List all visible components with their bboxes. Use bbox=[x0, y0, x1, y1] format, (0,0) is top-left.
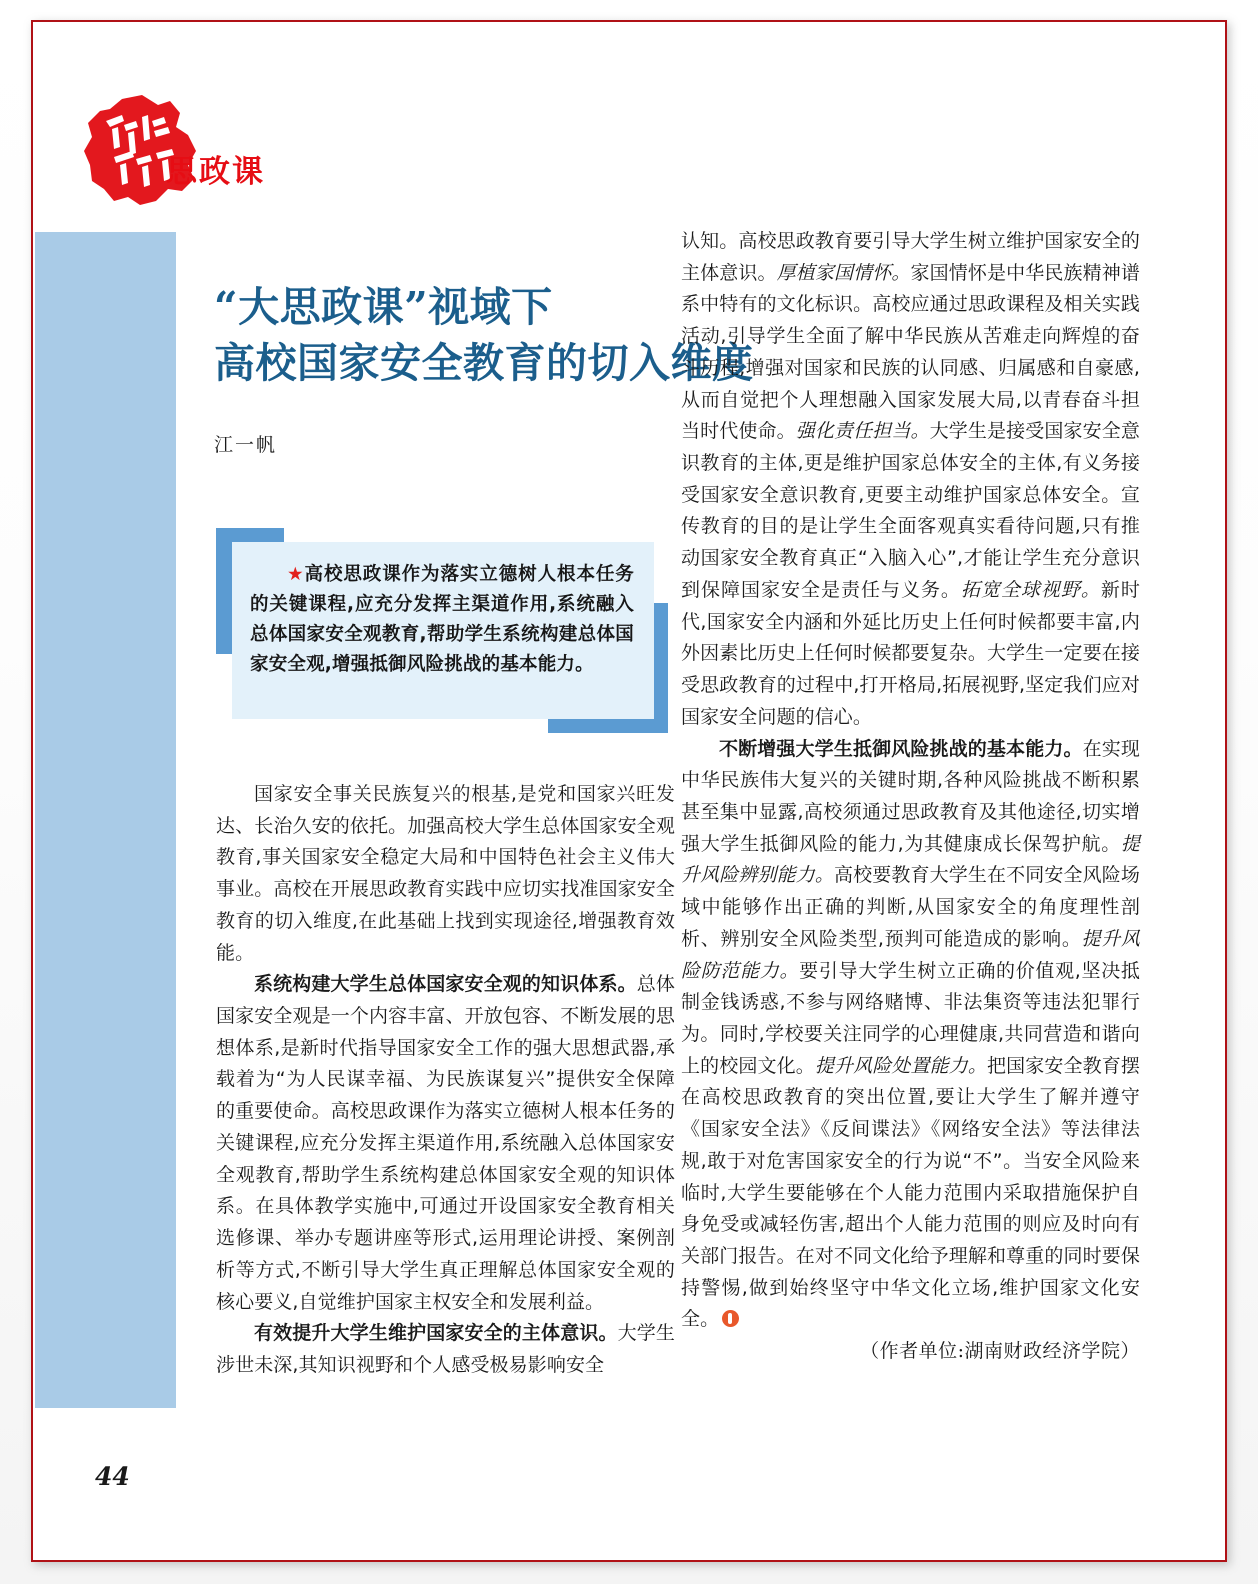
paragraph-text: 要引导大学生树立正确的价值观,坚决抵制金钱诱惑,不参与网络赌博、非法集资等违法犯罪行为。同时,学校要关注同学的心理健康,共同营造和谐向上的校园文化。 bbox=[681, 959, 1140, 1077]
rich-text bbox=[681, 738, 1140, 1331]
paragraph-text: 高校要教育大学生在不同安全风险场域中能够作出正确的判断,从国家安全的角度理性剖析、辨别安全风险类型,预判可能造成的影响。 bbox=[681, 864, 1140, 950]
star-icon: ★ bbox=[287, 564, 305, 585]
sub-heading-kai: 提升风险处置能力。 bbox=[814, 1054, 988, 1077]
callout-paragraph bbox=[250, 560, 634, 680]
callout-box bbox=[232, 542, 654, 719]
decorative-blue-band bbox=[35, 232, 176, 1408]
run-in-heading: 不断增强大学生抵御风险挑战的基本能力。 bbox=[719, 737, 1083, 760]
paragraph-text: 把国家安全教育摆在高校思政教育的突出位置,要让大学生了解并遵守《国家安全法》《反间谍法》《网络安全法》等法律法规,敢于对危害国家安全的行为说“不”。当安全风险来临时,大学生要能够在个人能力范围内采取措施保护自身免受或减轻伤害,超出个人能力范围的则应及时向有关部门报告。在对不同文化给予理解和尊重的同时要保持警惕,做到始终坚守中华文化立场,维护国家文化安全。 bbox=[681, 1054, 1141, 1331]
run-in-heading: 系统构建大学生总体国家安全观的知识体系。 bbox=[254, 973, 637, 996]
paragraph bbox=[681, 734, 1140, 1337]
body-column-left bbox=[216, 779, 675, 1409]
hunan-seal-logo bbox=[84, 95, 200, 207]
paragraph-text: 国家安全事关民族复兴的根基,是党和国家兴旺发达、长治久安的依托。加强高校大学生总体国家安全观教育,事关国家安全稳定大局和中国特色社会主义伟大事业。高校在开展思政教育实践中应切实找准国家安全教育的切入维度,在此基础上找到实现途径,增强教育效能。 bbox=[216, 783, 675, 964]
run-in-heading: 有效提升大学生维护国家安全的主体意识。 bbox=[254, 1322, 618, 1345]
sub-heading-kai: 拓宽全球视野。 bbox=[960, 578, 1101, 601]
author-affiliation: （作者单位:湖南财政经济学院） bbox=[860, 1340, 1140, 1363]
body-column-right bbox=[681, 226, 1140, 1406]
pull-quote bbox=[216, 528, 668, 733]
callout-text: 高校思政课作为落实立德树人根本任务的关键课程,应充分发挥主渠道作用,系统融入总体国家安全观教育,帮助学生系统构建总体国家安全观,增强抵御风险挑战的基本能力。 bbox=[250, 564, 634, 675]
paragraph-text: 大学生是接受国家安全意识教育的主体,更是维护国家总体安全的主体,有义务接受国家安全意识教育,更要主动维护国家总体安全。宣传教育的目的是让学生全面客观真实看待问题,只有推动国家安全教育真正“入脑入心”,才能让学生充分意识到保障国家安全是责任与义务。 bbox=[681, 420, 1141, 601]
paragraph bbox=[216, 1318, 675, 1381]
article-author: 江一帆 bbox=[214, 433, 278, 456]
paragraph-text: 总体国家安全观是一个内容丰富、开放包容、不断发展的思想体系,是新时代指导国家安全工作的强大思想武器,承载着为“为人民谋幸福、为民族谋复兴”提供安全保障的重要使命。高校思政课作为落实立德树人根本任务的关键课程,应充分发挥主渠道作用,系统融入总体国家安全观教育,帮助学生系统构建总体国家安全观的知识体系。在具体教学实施中,可通过开设国家安全教育相关选修课、举办专题讲座等形式,运用理论讲授、案例剖析等方式,不断引导大学生真正理解总体国家安全观的核心要义,自觉维护国家主权安全和发展利益。 bbox=[216, 973, 675, 1313]
paragraph-text: 新时代,国家安全内涵和外延比历史上任何时候都要丰富,内外因素比历史上任何时候都要复杂。大学生一定要在接受思政教育的过程中,打开格局,拓展视野,坚定我们应对国家安全问题的信心。 bbox=[681, 578, 1141, 728]
article-title-line-2: 高校国家安全教育的切入维度 bbox=[214, 338, 754, 387]
sub-heading-kai: 强化责任担当。 bbox=[795, 420, 930, 443]
callout-accent-top-left-bar bbox=[216, 528, 284, 542]
paragraph bbox=[216, 969, 675, 1318]
paragraph bbox=[681, 226, 1140, 734]
sub-heading-kai: 提升风险防范能力。 bbox=[681, 927, 1140, 982]
sub-heading-kai: 提升风险辨别能力。 bbox=[681, 832, 1140, 887]
page-number: 44 bbox=[95, 1462, 130, 1491]
article-title-line-1: “大思政课”视域下 bbox=[214, 283, 553, 331]
paragraph bbox=[216, 779, 675, 969]
paragraph-text: 家国情怀是中华民族精神谱系中特有的文化标识。高校应通过思政课程及相关实践活动,引导学生全面了解中华民族从苦难走向辉煌的奋斗历程,增强对国家和民族的认同感、归属感和自豪感,从而自觉把个人理想融入国家发展大局,以青春奋斗担当时代使命。 bbox=[681, 261, 1141, 443]
end-mark-icon bbox=[722, 1310, 739, 1327]
sub-heading-kai: 厚植家国情怀。 bbox=[776, 261, 911, 284]
column-label: 思政课 bbox=[166, 154, 265, 190]
masthead bbox=[84, 95, 504, 215]
paragraph-text: 大学生涉世未深,其知识视野和个人感受极易影响安全 bbox=[216, 1322, 675, 1376]
paragraph-text: 在实现中华民族伟大复兴的关键时期,各种风险挑战不断积累甚至集中显露,高校须通过思政教育及其他途径,切实增强大学生抵御风险的能力,为其健康成长保驾护航。 bbox=[681, 737, 1140, 855]
rich-text bbox=[681, 230, 1140, 728]
title-block bbox=[214, 280, 754, 457]
paragraph-text: 认知。高校思政教育要引导大学生树立维护国家安全的主体意识。 bbox=[681, 230, 1140, 284]
